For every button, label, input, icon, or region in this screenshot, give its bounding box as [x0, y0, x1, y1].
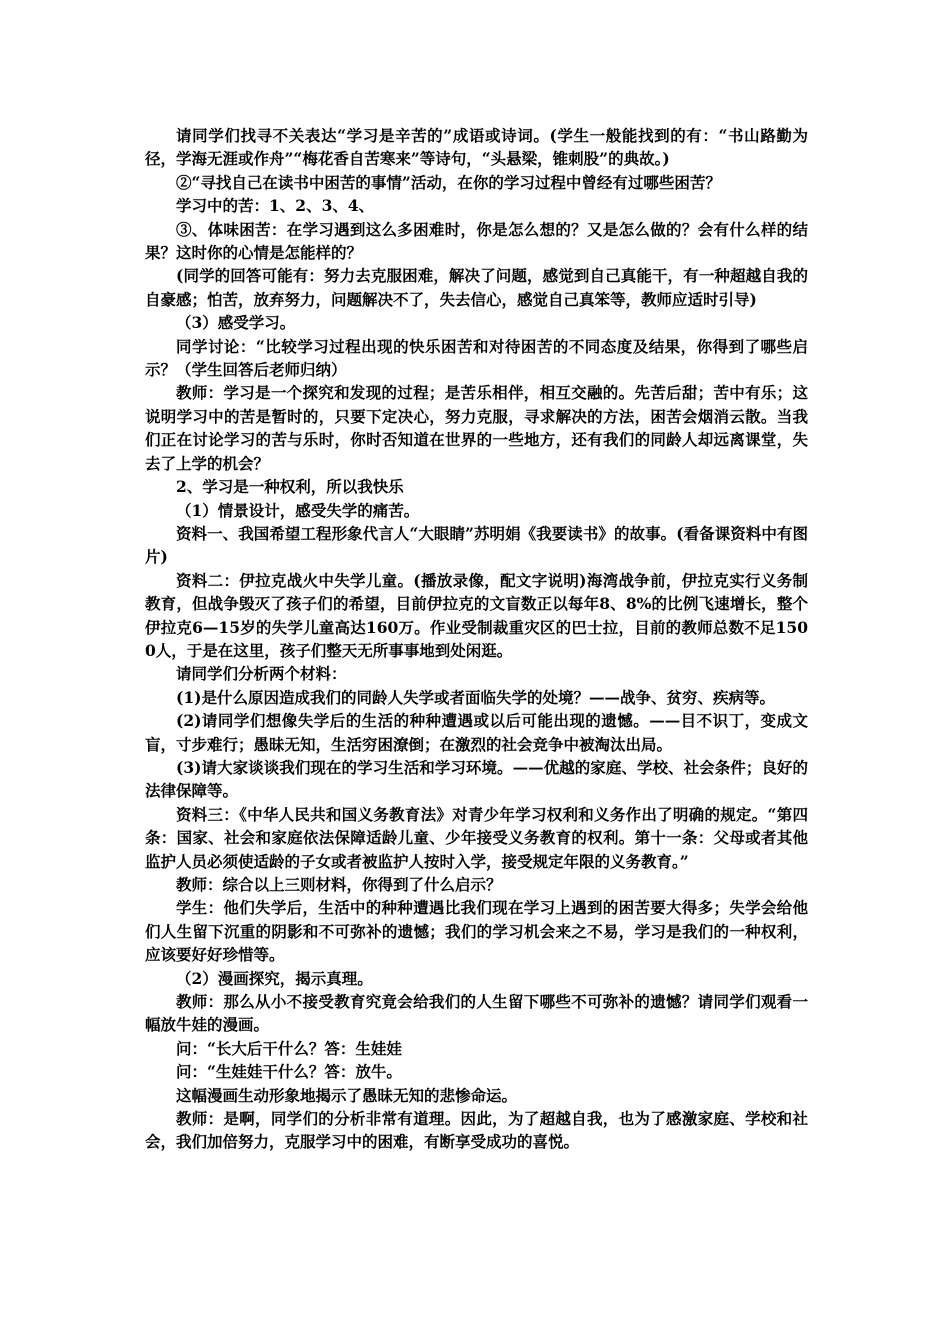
paragraph-7: 同学讨论：“比较学习过程出现的快乐困苦和对待困苦的不同态度及结果，你得到了哪些启示？（学生回答后老师归纳） — [145, 336, 808, 380]
paragraph-17: 资料三：《中华人民共和国义务教育法》对青少年学习权利和义务作出了明确的规定。“第四条：国家、社会和家庭依法保障适龄儿童、少年接受义务教育的权利。第十一条：父母或者其他监护人员必须使适龄的子女或者被监护人按时入学，接受规定年限的义务教育。” — [145, 804, 808, 871]
paragraph-1: 请同学们找寻不关表达“学习是辛苦的”成语或诗词。(学生一般能找到的有：“书山路勤为径，学海无涯或作舟”“梅花香自苦寒来”等诗句，“头悬梁，锥刺股”的典故。) — [145, 126, 808, 169]
paragraph-8: 教师：学习是一个探究和发现的过程；是苦乐相伴，相互交融的。先苦后甜；苦中有乐；这说明学习中的苦是暂时的，只要下定决心，努力克服，寻求解决的方法，困苦会烟消云散。当我们正在讨论学习的苦与乐时，你时否知道在世界的一些地方，还有我们的同龄人却远离课堂，失去了上学的机会？ — [145, 383, 808, 473]
paragraph-4: ③、体味困苦：在学习遇到这么多困难时，你是怎么想的？又是怎么做的？会有什么样的结果？这时你的心情是怎能样的？ — [145, 219, 808, 263]
paragraph-11: 资料一、我国希望工程形象代言人“大眼睛”苏明娟《我要读书》的故事。(看备课资料中有图片) — [145, 523, 808, 567]
paragraph-12: 资料二：伊拉克战火中失学儿童。(播放录像，配文字说明)海湾战争前，伊拉克实行义务制教育，但战争毁灭了孩子们的希望，目前伊拉克的文盲数正以每年8、8%的比例飞速增长，整个伊拉克6—15岁的失学儿童高达160万。作业受制裁重灾区的巴士拉，目前的教师总数不足1500人，于是在这里，孩子们整天无所事事地到处闲逛。 — [145, 570, 808, 660]
paragraph-3: 学习中的苦：1、2、3、4、 — [176, 196, 375, 216]
document-page — [145, 124, 808, 1154]
paragraph-13: 请同学们分析两个材料： — [176, 664, 347, 684]
paragraph-5: (同学的回答可能有：努力去克服困难，解决了问题，感觉到自己真能干，有一种超越自我的自豪感；怕苦，放弃努力，问题解决不了，失去信心，感觉自己真笨等，教师应适时引导) — [145, 266, 808, 309]
paragraph-6: （3）感受学习。 — [176, 313, 296, 333]
paragraph-14: (1)是什么原因造成我们的同龄人失学或者面临失学的处境？——战争、贫穷、疾病等。 — [176, 687, 775, 707]
paragraph-19: 学生：他们失学后，生活中的种种遭遇比我们现在学习上遇到的困苦要大得多；失学会给他们人生留下沉重的阴影和不可弥补的遗憾；我们的学习机会来之不易，学习是我们的一种权利，应该要好好珍惜等。 — [145, 898, 808, 965]
paragraph-22: 问：“长大后干什么？答：生娃娃 — [176, 1038, 402, 1058]
paragraph-20: （2）漫画探究，揭示真理。 — [176, 968, 373, 988]
paragraph-9: 2、学习是一种权利，所以我快乐 — [176, 477, 404, 497]
paragraph-23: 问：“生娃娃干什么？答：放牛。 — [176, 1062, 402, 1082]
paragraph-2: ②“寻找自己在读书中困苦的事情”活动，在你的学习过程中曾经有过哪些困苦？ — [176, 172, 721, 192]
paragraph-16: (3)请大家谈谈我们现在的学习生活和学习环境。——优越的家庭、学校、社会条件；良好的法律保障等。 — [145, 757, 808, 801]
paragraph-24: 这幅漫画生动形象地揭示了愚昧无知的悲惨命运。 — [176, 1085, 518, 1105]
paragraph-10: （1）情景设计，感受失学的痛苦。 — [176, 500, 420, 520]
paragraph-15: (2)请同学们想像失学后的生活的种种遭遇或以后可能出现的遗憾。——目不识丁，变成文盲，寸步难行；愚昧无知，生活穷困潦倒；在激烈的社会竞争中被淘汰出局。 — [145, 711, 808, 754]
paragraph-18: 教师：综合以上三则材料，你得到了什么启示？ — [176, 875, 502, 894]
paragraph-25: 教师：是啊，同学们的分析非常有道理。因此，为了超越自我，也为了感激家庭、学校和社会，我们加倍努力，克服学习中的困难，有断享受成功的喜悦。 — [145, 1109, 808, 1152]
paragraph-21: 教师：那么从小不接受教育究竟会给我们的人生留下哪些不可弥补的遗憾？请同学们观看一幅放牛娃的漫画。 — [145, 992, 808, 1035]
